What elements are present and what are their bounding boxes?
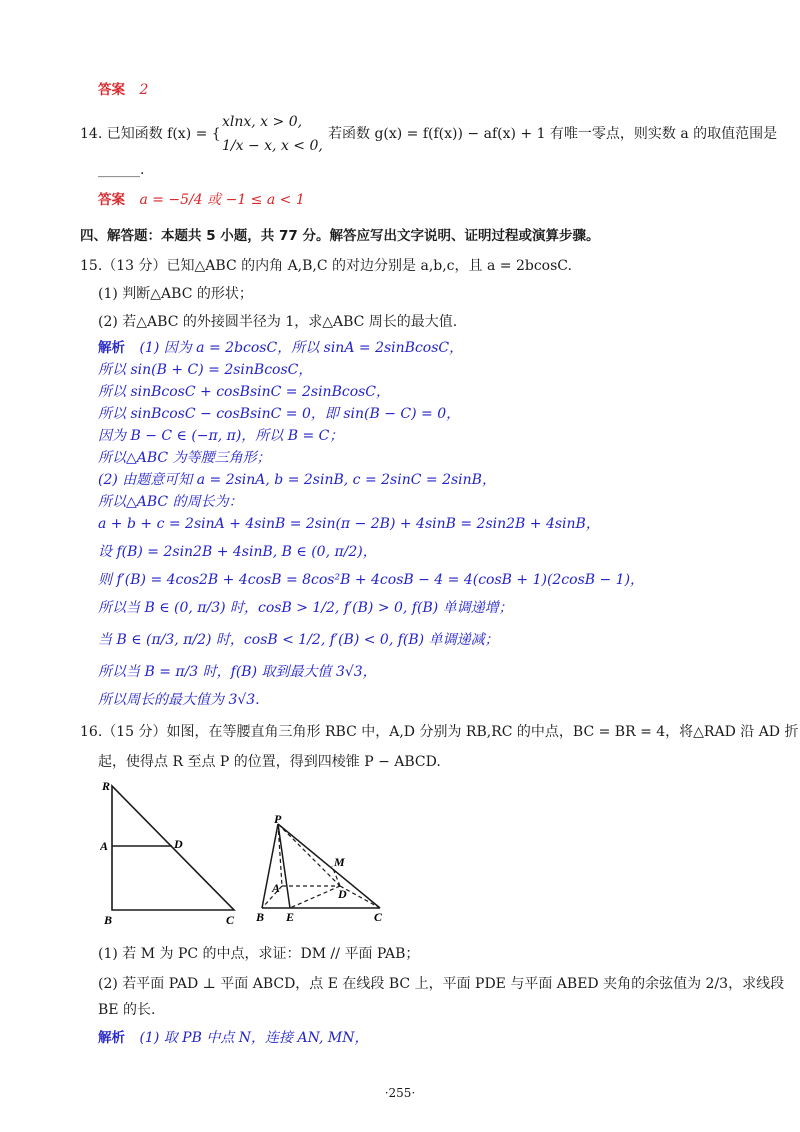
label-d: D [174, 837, 183, 851]
edge-de [290, 886, 340, 908]
solution-line: 所以△ABC 为等腰三角形； [98, 450, 271, 466]
solution-line: 所以 sin(B + C) = 2sinBcosC， [98, 362, 313, 378]
solution-line: 则 f′(B) = 4cos2B + 4cosB = 8cos²B + 4cosB − 4 = 4(cosB + 1)(2cosB − 1)， [98, 572, 645, 588]
solution-line: 所以当 B ∈ (0, π/3) 时，cosB > 1/2, f′(B) > 0, f(B) 单调递增； [98, 600, 513, 616]
label-c: C [226, 913, 235, 927]
solution-line: (1) 因为 a = 2bcosC，所以 sinA = 2sinBcosC， [139, 340, 464, 356]
label-c: C [374, 910, 383, 924]
solution-line: 所以周长的最大值为 3√3. [98, 692, 260, 708]
solution-line: (1) 取 PB 中点 N，连接 AN, MN， [139, 1030, 369, 1046]
solution-line: a + b + c = 2sinA + 4sinB = 2sin(π − 2B) + 4sinB = 2sin2B + 4sinB， [98, 516, 600, 532]
q15-part-2: (2) 若△ABC 的外接圆半径为 1，求△ABC 周长的最大值. [98, 314, 458, 330]
label-a: A [100, 839, 109, 853]
answer-label: 答案 [98, 82, 125, 98]
label-d: D [338, 887, 347, 901]
q15-part-1: (1) 判断△ABC 的形状； [98, 286, 253, 302]
answer-label: 答案 [98, 192, 125, 208]
page-number: ·255· [384, 1086, 416, 1100]
label-m: M [334, 855, 345, 869]
solution-label: 解析 [98, 1030, 125, 1046]
solution-16 [98, 1028, 368, 1048]
q14-case-2: 1/x − x, x < 0, [222, 138, 323, 154]
q14-stem: 14. 已知函数 f(x) = { [80, 126, 221, 142]
solution-line: 因为 B − C ∈ (−π, π)，所以 B = C； [98, 428, 344, 444]
label-r: R [102, 779, 111, 793]
solution-line: 设 f(B) = 2sin2B + 4sinB, B ∈ (0, π/2)， [98, 544, 377, 560]
question-16-cont: 起，使得点 R 至点 P 的位置，得到四棱锥 P − ABCD. [98, 754, 441, 770]
label-b: B [104, 913, 113, 927]
edge-pb [262, 824, 281, 908]
question-16: 16.（15 分）如图，在等腰直角三角形 RBC 中，A,D 分别为 RB,RC 的中点，BC = BR = 4，将△RAD 沿 AD 折 [80, 724, 799, 740]
label-p: P [274, 814, 282, 826]
figure-right-pyramid [252, 814, 392, 926]
edge-pe [278, 824, 290, 908]
q16-part-2: (2) 若平面 PAD ⊥ 平面 ABCD，点 E 在线段 BC 上，平面 PDE 与平面 ABED 夹角的余弦值为 2/3，求线段 [98, 976, 785, 992]
q16-part-1: (1) 若 M 为 PC 的中点，求证：DM // 平面 PAB； [98, 946, 420, 962]
answer-value: 2 [139, 82, 149, 98]
answer-value: a = −5/4 或 −1 ≤ a < 1 [139, 192, 305, 208]
edge-pc [278, 824, 380, 908]
solution-line: 所以当 B = π/3 时，f(B) 取到最大值 3√3， [98, 664, 377, 680]
question-14 [80, 124, 221, 144]
solution-line: 所以△ABC 的周长为： [98, 494, 243, 510]
edge-pd [278, 824, 340, 886]
answer-13 [98, 80, 148, 100]
label-a: A [272, 881, 281, 895]
solution-line: 所以 sinBcosC + cosBsinC = 2sinBcosC， [98, 384, 391, 400]
section-heading: 四、解答题：本题共 5 小题，共 77 分。解答应写出文字说明、证明过程或演算步骤。 [80, 228, 600, 244]
question-15: 15.（13 分）已知△ABC 的内角 A,B,C 的对边分别是 a,b,c，且 a = 2bcosC. [80, 258, 572, 274]
q16-part-2-cont: BE 的长. [98, 1002, 156, 1018]
solution-line: 所以 sinBcosC − cosBsinC = 0，即 sin(B − C) = 0， [98, 406, 461, 422]
q14-condition: 若函数 g(x) = f(f(x)) − af(x) + 1 有唯一零点，则实数 a 的取值范围是 [328, 126, 778, 142]
solution-label: 解析 [98, 340, 125, 356]
figure-left-triangle [100, 778, 240, 928]
solution-line: (2) 由题意可知 a = 2sinA, b = 2sinB, c = 2sinC = 2sinB， [98, 472, 496, 488]
solution-line: 当 B ∈ (π/3, π/2) 时，cosB < 1/2, f′(B) < 0, f(B) 单调递减； [98, 632, 499, 648]
triangle-rbc [112, 786, 234, 910]
label-e: E [286, 910, 295, 924]
q14-case-1: xlnx, x > 0, [222, 114, 303, 130]
answer-14 [98, 190, 305, 210]
label-b: B [256, 910, 265, 924]
q14-blank: ______. [98, 162, 145, 178]
